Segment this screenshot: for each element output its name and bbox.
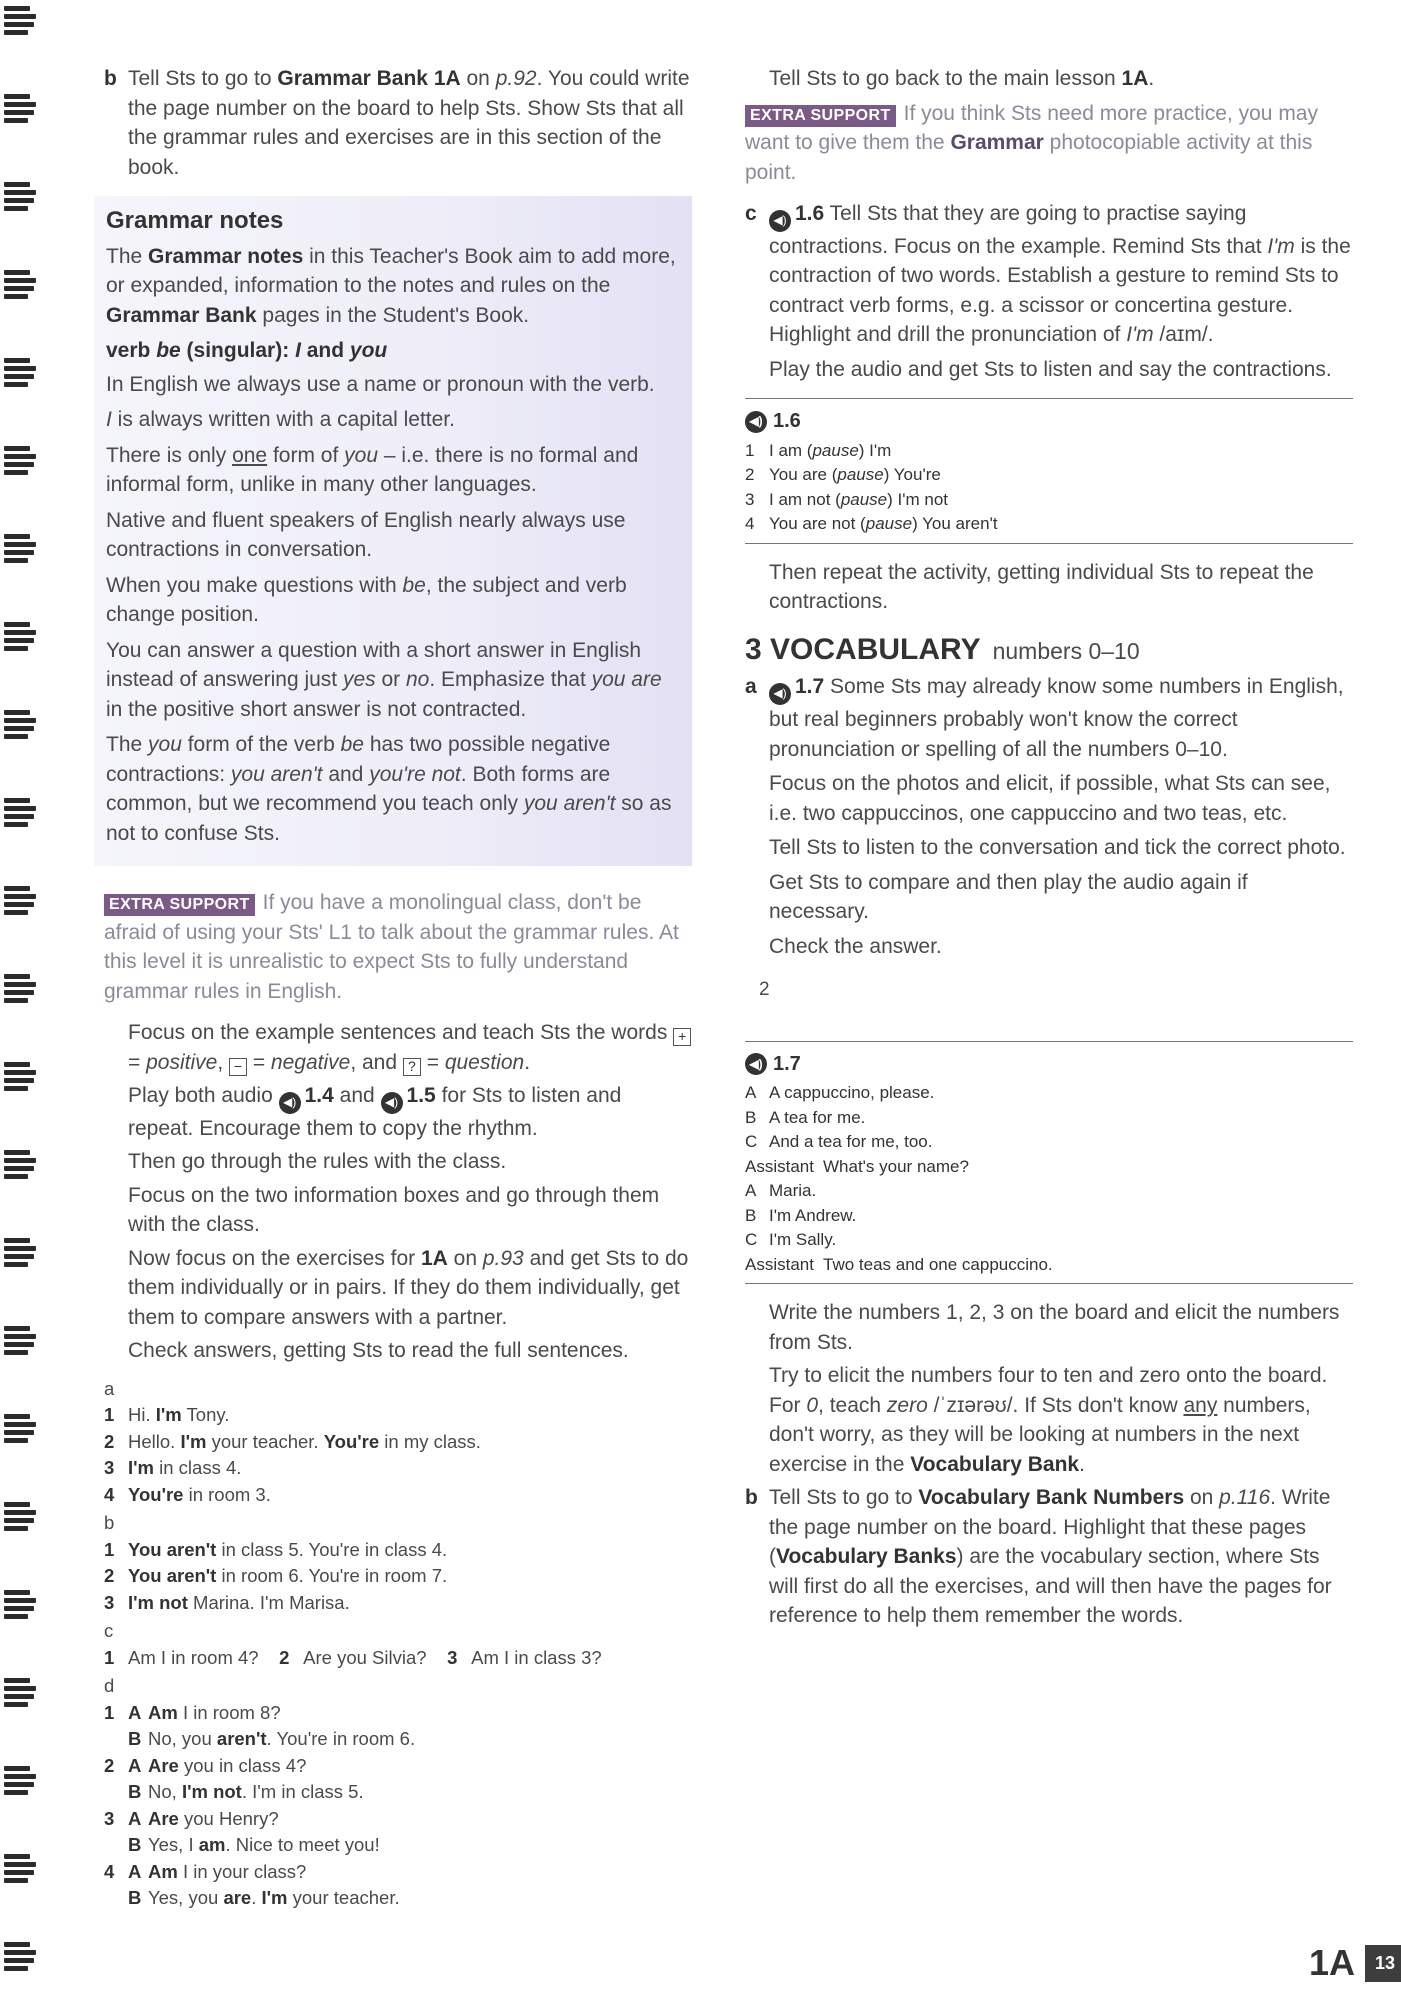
item-letter: a (745, 675, 757, 699)
binding-coil (4, 356, 36, 390)
audio-script-lines (745, 439, 1353, 537)
grammar-note: The you form of the verb be has two possible negative contractions: you aren't and you're not. Both forms are common, but we recommend you teach only you aren't so as not to confuse Sts. (106, 733, 672, 845)
play-step: Play both audio ◀) 1.4 and ◀) 1.5 for Sts to listen and repeat. Encourage them to copy the rhythm. (128, 1084, 622, 1140)
audio-script-title: ◀) 1.7 (745, 1050, 1353, 1080)
script-line: Assistant What's your name? (745, 1156, 969, 1176)
audio-script-1-7 (745, 1041, 1353, 1285)
script-line: 1 I am (pause) I'm (745, 440, 892, 460)
script-line: 2 You are (pause) You're (745, 465, 941, 485)
script-line: B A tea for me. (745, 1107, 866, 1127)
speaker-icon: ◀) (745, 1053, 767, 1075)
back-to-lesson: Tell Sts to go back to the main lesson 1A. (769, 67, 1155, 90)
minus-box-icon: − (229, 1058, 247, 1076)
section-subtitle: numbers 0–10 (992, 637, 1140, 664)
binding-coil (4, 1324, 36, 1358)
binding-coil (4, 972, 36, 1006)
answer-line: 2 A Are you in class 4? (104, 1754, 307, 1776)
speaker-icon: ◀) (769, 683, 791, 705)
instruction-text: Tell Sts to listen to the conversation and tick the correct photo. (769, 836, 1346, 859)
answer-line: 1 A Am I in room 8? (104, 1701, 281, 1723)
grammar-notes-box (94, 196, 692, 866)
answer-line: 1 Hi. I'm Tony. (104, 1404, 230, 1426)
audio-script-title: ◀) 1.6 (745, 407, 1353, 437)
section-title: 3 VOCABULARY (745, 632, 981, 666)
speaker-icon: ◀) (381, 1092, 403, 1114)
grammar-note: Native and fluent speakers of English nearly always use contractions in conversation. (106, 508, 626, 561)
exercise-step: Now focus on the exercises for 1A on p.93 and get Sts to do them individually or in pairs. If they do them individually, get them to compare answers with a partner. (128, 1246, 689, 1329)
page-number: 13 (1365, 1945, 1401, 1982)
item-letter: b (104, 67, 117, 90)
answer-line: B Yes, I am. Nice to meet you! (128, 1834, 380, 1856)
binding-coil (4, 1676, 36, 1710)
binding-coil (4, 180, 36, 214)
answer-section-head: d (104, 1675, 115, 1697)
number-steps (745, 1298, 1353, 1479)
speaker-icon: ◀) (769, 210, 791, 232)
grammar-subheading: verb be (singular): I and you (106, 339, 388, 362)
answer-line: B Yes, you are. I'm your teacher. (128, 1887, 400, 1909)
teaching-steps (104, 1018, 692, 1366)
answer-section-head: a (104, 1377, 115, 1399)
grammar-notes-title: Grammar notes (106, 207, 284, 234)
item-letter: b (745, 1486, 758, 1509)
script-line: C And a tea for me, too. (745, 1132, 933, 1151)
binding-coil (4, 1412, 36, 1446)
answer-section-head: c (104, 1620, 114, 1642)
instruction-b-right (745, 1483, 1353, 1631)
script-line: A A cappuccino, please. (745, 1083, 935, 1102)
grammar-note: You can answer a question with a short answer in English instead of answering just yes or no. Emphasize that you are in the positive short answer is not contracted. (106, 638, 662, 721)
binding-coil (4, 1588, 36, 1622)
unit-label: 1A (1308, 1942, 1355, 1983)
binding-coil (4, 444, 36, 478)
binding-coil (4, 884, 36, 918)
binding-coil (4, 708, 36, 742)
check-step: Check answers, getting Sts to read the full sentences. (128, 1339, 629, 1363)
grammar-notes-intro: The Grammar notes in this Teacher's Book aim to add more, or expanded, information to the notes and rules on the Grammar Bank pages in the Student's Book. (106, 244, 676, 327)
instruction-text: Get Sts to compare and then play the audio again if necessary. (769, 870, 1248, 923)
answer-line: B No, you aren't. You're in room 6. (128, 1728, 416, 1750)
answer-line: 1 You aren't in class 5. You're in class 4. (104, 1538, 448, 1560)
answer-section-head: b (104, 1512, 115, 1534)
script-line: B I'm Andrew. (745, 1205, 857, 1225)
instruction-text: Focus on the photos and elicit, if possible, what Sts can see, i.e. two cappuccinos, one cappuccino and two teas, etc. (769, 772, 1331, 825)
repeat-step: Then repeat the activity, getting individual Sts to repeat the contractions. (769, 560, 1314, 614)
audio-script-lines (745, 1081, 1353, 1277)
answer-key (104, 1376, 692, 1912)
question-box-icon: ? (403, 1058, 421, 1076)
try-step: Try to elicit the numbers four to ten and zero onto the board. For 0, teach zero /ˈzɪərəʊ/. If Sts don't know any numbers, don't worry, as they will be looking at numbers in the next exercise in the Vocabulary Bank. (769, 1364, 1328, 1476)
instruction-text: Tell Sts to go to Grammar Bank 1A on p.92. You could write the page number on the board to help Sts. Show Sts that all the grammar rules and exercises are in this section of the book. (128, 67, 690, 179)
binding-coil (4, 1060, 36, 1094)
grammar-note: There is only one form of you – i.e. there is no formal and informal form, unlike in many other languages. (106, 443, 639, 496)
answer-line: 4 A Am I in your class? (104, 1860, 307, 1882)
answer-value: 2 (759, 979, 770, 1000)
answer-line: 4 You're in room 3. (104, 1483, 271, 1505)
answer-line: 2 Hello. I'm your teacher. You're in my class. (104, 1430, 481, 1452)
script-line: 4 You are not (pause) You aren't (745, 514, 998, 534)
instruction-c (745, 199, 1353, 384)
binding-coil (4, 1940, 36, 1974)
extra-support-note: EXTRA SUPPORT If you think Sts need more practice, you may want to give them the Grammar photocopiable activity at this point. (745, 101, 1318, 184)
binding-coil (4, 620, 36, 654)
extra-support-tag: EXTRA SUPPORT (745, 105, 896, 127)
script-line: A Maria. (745, 1181, 817, 1200)
answer-line: B No, I'm not. I'm in class 5. (128, 1781, 364, 1803)
focus-step: Focus on the example sentences and teach Sts the words + = positive, − = negative, and ? = question. (128, 1018, 692, 1077)
instruction-text: Tell Sts to go to Vocabulary Bank Numbers on p.116. Write the page number on the board. Highlight that these pages (Vocabulary Banks) are the vocabulary section, where Sts will first do all the exercises, and will then have the pages for reference to help them remember the words. (769, 1486, 1332, 1627)
answer-line: 2 You aren't in room 6. You're in room 7. (104, 1565, 448, 1587)
section-heading (745, 632, 1353, 667)
binding-coil (4, 1764, 36, 1798)
binding-coil (4, 4, 36, 38)
instruction-text: ◀) 1.6 Tell Sts that they are going to practise saying contractions. Focus on the example. Remind Sts that I'm is the contraction of two words. Establish a gesture to remind Sts to contract verb forms, e.g. a scissor or concertina gesture. Highlight and drill the pronunciation of I'm /aɪm/. (769, 202, 1351, 347)
answer-line: 1 Am I in room 4? 2 Are you Silvia? 3 Am I in class 3? (104, 1646, 602, 1668)
grammar-note: I is always written with a capital letter. (106, 408, 455, 431)
right-column (745, 64, 1353, 1631)
binding-coil (4, 1236, 36, 1270)
speaker-icon: ◀) (745, 411, 767, 433)
info-step: Focus on the two information boxes and go through them with the class. (128, 1183, 660, 1237)
script-line: Assistant Two teas and one cappuccino. (745, 1254, 1053, 1274)
binding-coil (4, 268, 36, 302)
page-footer (1309, 1942, 1401, 1984)
instruction-a (745, 672, 1353, 1004)
speaker-icon: ◀) (279, 1092, 301, 1114)
extra-support-tag: EXTRA SUPPORT (104, 894, 255, 916)
answer-line: 3 A Are you Henry? (104, 1807, 279, 1829)
script-line: C I'm Sally. (745, 1230, 837, 1249)
script-line: 3 I am not (pause) I'm not (745, 489, 949, 509)
item-letter: c (745, 202, 757, 225)
spiral-binding (0, 0, 56, 2000)
answer-line: 3 I'm not Marina. I'm Marisa. (104, 1591, 350, 1613)
instruction-text: Play the audio and get Sts to listen and say the contractions. (769, 357, 1332, 381)
left-column (104, 64, 692, 1912)
grammar-note: When you make questions with be, the subject and verb change position. (106, 573, 627, 626)
write-step: Write the numbers 1, 2, 3 on the board and elicit the numbers from Sts. (769, 1301, 1340, 1354)
rules-step: Then go through the rules with the class. (128, 1150, 507, 1174)
grammar-note: In English we always use a name or pronoun with the verb. (106, 372, 655, 396)
extra-support-note: EXTRA SUPPORT If you have a monolingual class, don't be afraid of using your Sts' L1 to talk about the grammar rules. At this level it is unrealistic to expect Sts to fully understand grammar rules in English. (104, 891, 679, 1003)
binding-coil (4, 1852, 36, 1886)
plus-box-icon: + (673, 1028, 691, 1046)
binding-coil (4, 532, 36, 566)
binding-coil (4, 1148, 36, 1182)
instruction-text: ◀) 1.7 Some Sts may already know some numbers in English, but real beginners probably won't know the correct pronunciation or spelling of all the numbers 0–10. (769, 675, 1344, 761)
answer-line: 3 I'm in class 4. (104, 1457, 242, 1479)
binding-coil (4, 796, 36, 830)
binding-coil (4, 1500, 36, 1534)
instruction-b (104, 64, 692, 182)
binding-coil (4, 92, 36, 126)
instruction-text: Check the answer. (769, 934, 942, 958)
audio-script-1-6 (745, 398, 1353, 544)
